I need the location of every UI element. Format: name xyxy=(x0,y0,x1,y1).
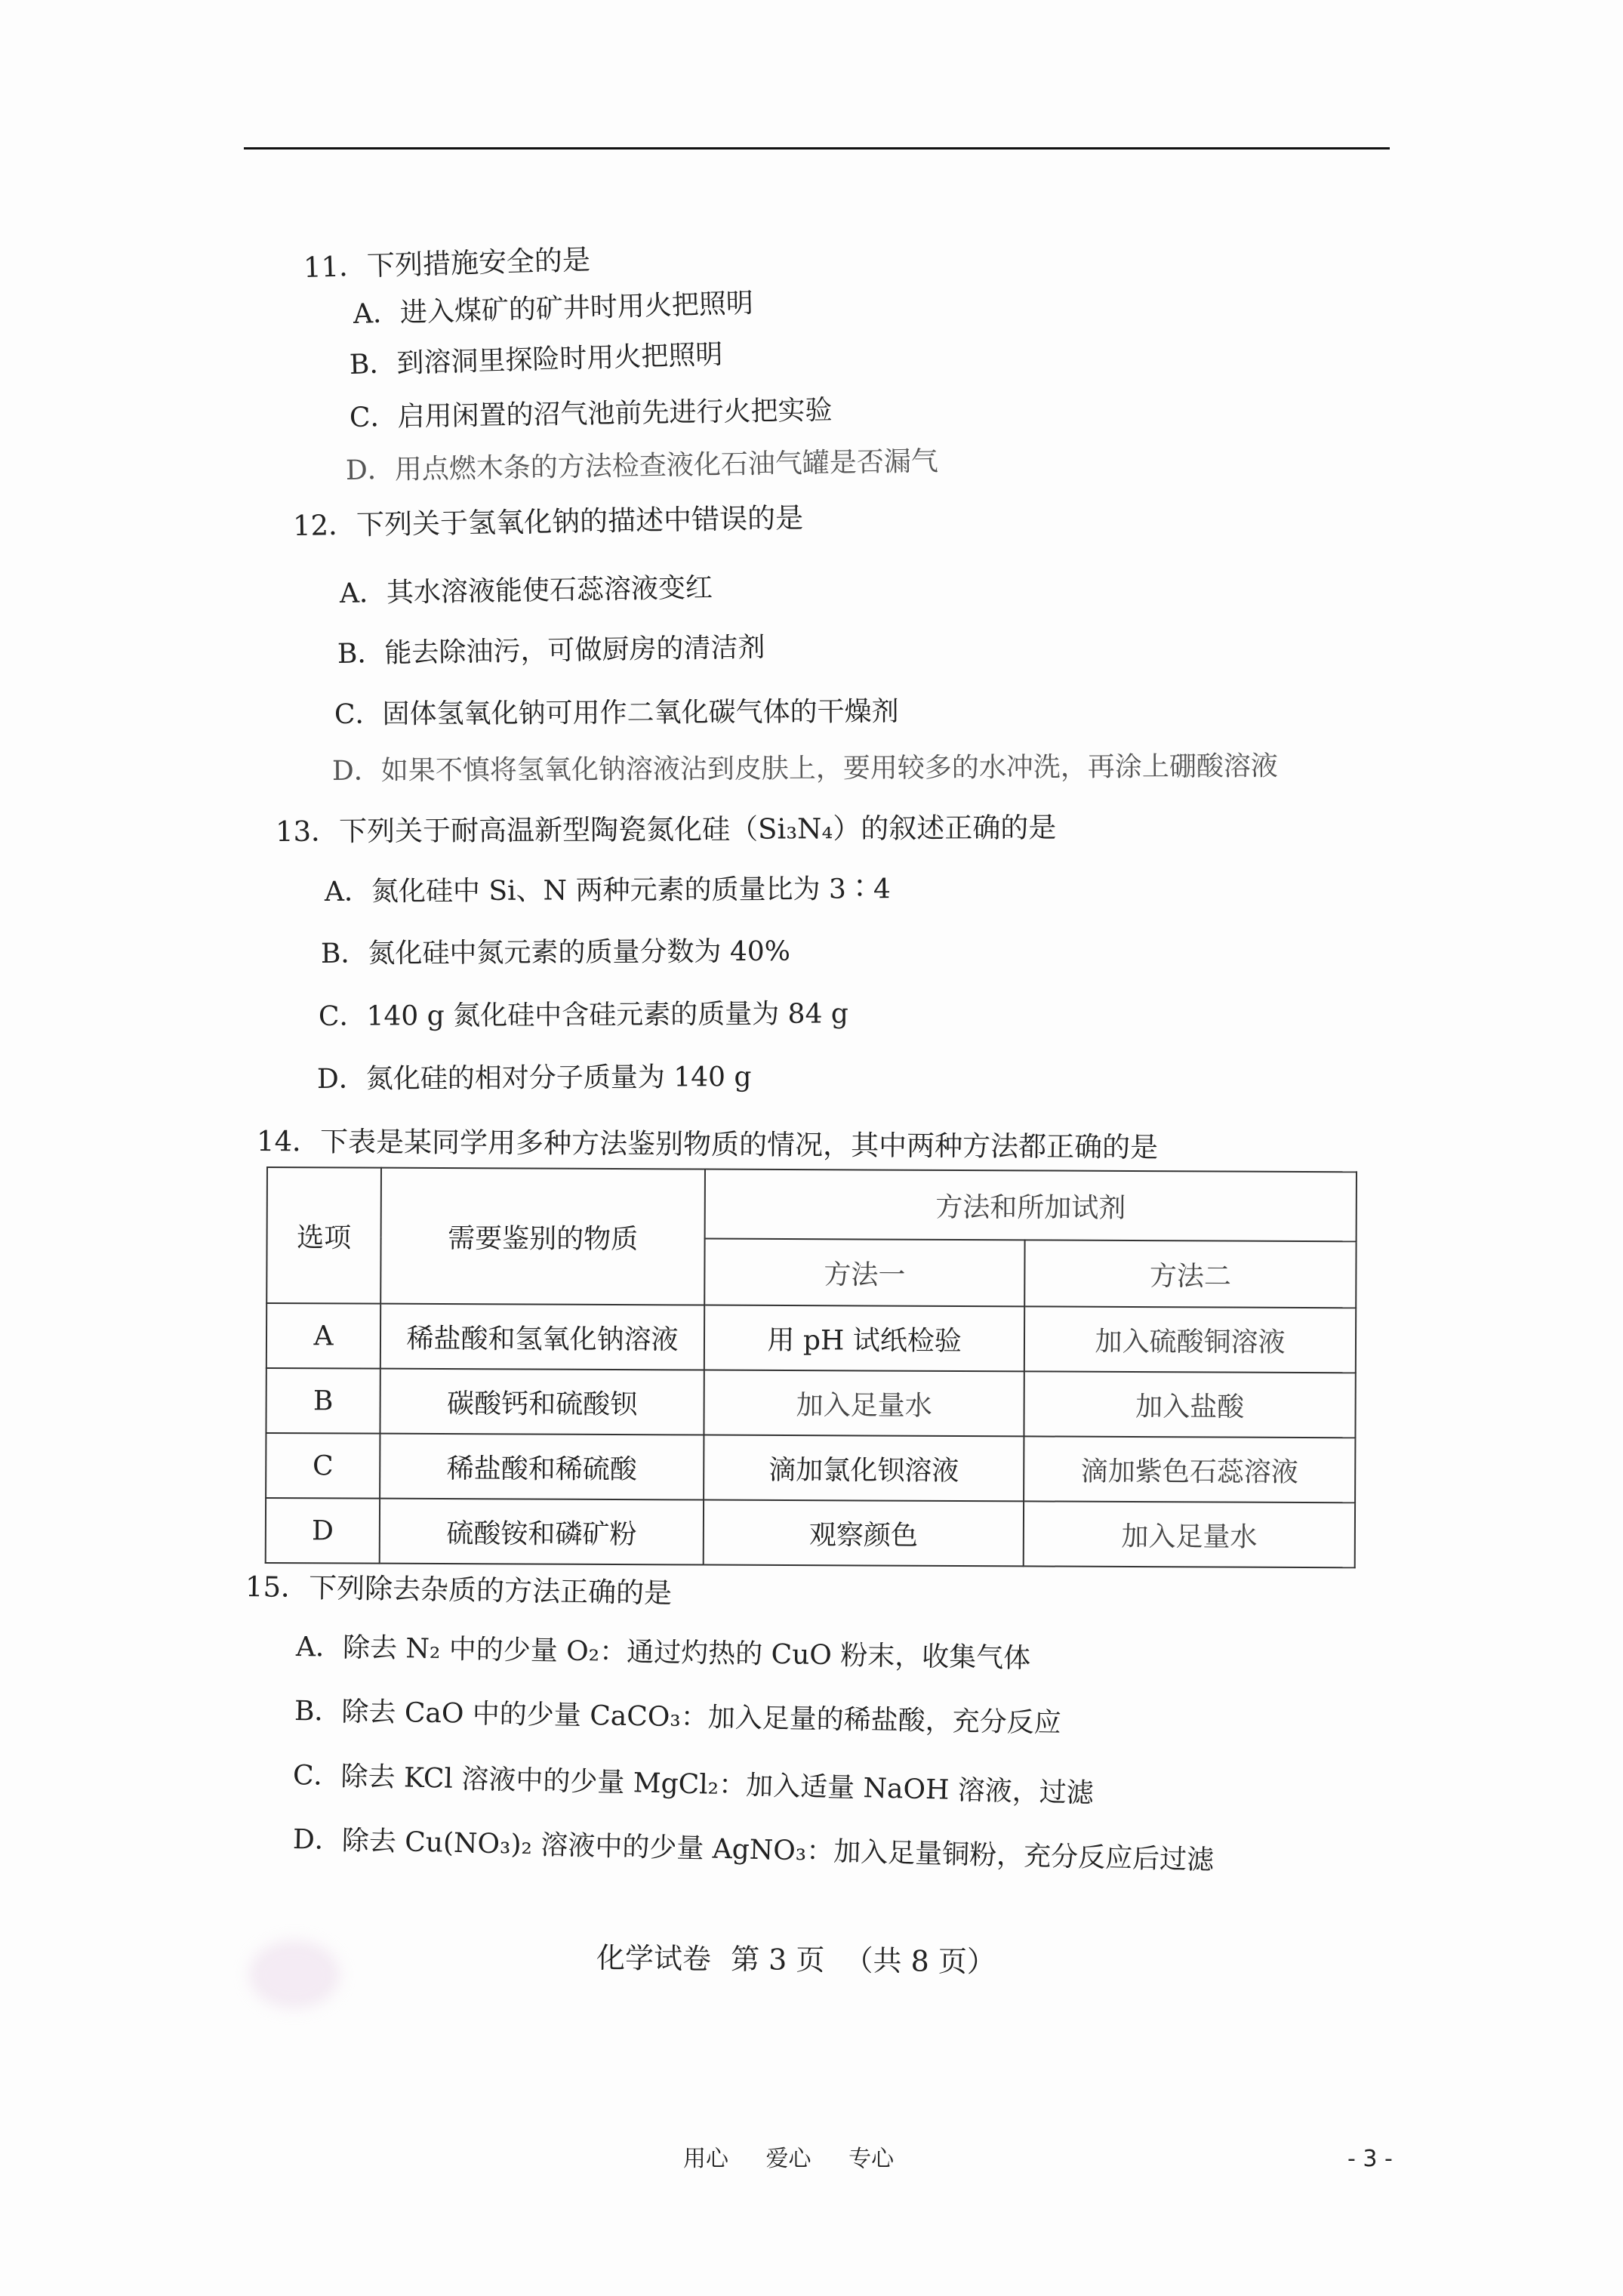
header-rule xyxy=(244,147,1390,149)
row-option: C xyxy=(266,1433,380,1499)
header-option: 选项 xyxy=(266,1167,381,1304)
header-method-1: 方法一 xyxy=(704,1239,1024,1307)
header-methods: 方法和所加试剂 xyxy=(705,1170,1357,1242)
header-substance: 需要鉴别的物质 xyxy=(380,1168,705,1305)
question-13-option-b: B．氮化硅中氮元素的质量分数为 40% xyxy=(320,935,791,969)
table-row xyxy=(266,1303,1356,1373)
row-method-1: 用 pH 试纸检验 xyxy=(704,1305,1024,1372)
footer-subject: 化学试卷 xyxy=(596,1941,712,1976)
table-row xyxy=(266,1498,1355,1567)
question-11-option-b: B．到溶洞里探险时用火把照明 xyxy=(349,339,723,381)
scan-stain xyxy=(249,1940,340,2008)
row-method-2: 滴加紫色石蕊溶液 xyxy=(1024,1436,1355,1502)
row-option: B xyxy=(266,1368,380,1434)
table-row xyxy=(266,1433,1355,1502)
question-13-option-d: D．氮化硅的相对分子质量为 140 g xyxy=(316,1061,752,1095)
question-15-stem: 15．下列除去杂质的方法正确的是 xyxy=(245,1570,673,1610)
row-substance: 稀盐酸和氢氧化钠溶液 xyxy=(380,1304,704,1370)
question-15-option-a: A．除去 N₂ 中的少量 O₂：通过灼热的 CuO 粉末，收集气体 xyxy=(295,1632,1031,1675)
header-method-2: 方法二 xyxy=(1024,1240,1356,1308)
footer-page: 第 3 页 xyxy=(730,1942,825,1977)
question-13-option-c: C．140 g 氮化硅中含硅元素的质量为 84 g xyxy=(318,998,849,1032)
row-option: A xyxy=(266,1303,380,1369)
row-method-2: 加入盐酸 xyxy=(1024,1371,1356,1438)
question-12-option-c: C．固体氢氧化钠可用作二氧化碳气体的干燥剂 xyxy=(334,696,899,730)
row-substance: 稀盐酸和稀硫酸 xyxy=(380,1434,704,1500)
question-11-option-c: C．启用闲置的沼气池前先进行火把实验 xyxy=(349,394,833,433)
table-row xyxy=(266,1368,1355,1438)
motto-2: 爱心 xyxy=(765,2146,812,2172)
page-number: - 3 - xyxy=(1347,2146,1393,2172)
row-method-2: 加入硫酸铜溶液 xyxy=(1024,1306,1356,1373)
question-12-stem: 12．下列关于氢氧化钠的描述中错误的是 xyxy=(292,501,804,542)
question-12-option-a: A．其水溶液能使石蕊溶液变红 xyxy=(339,572,713,609)
question-13-stem: 13．下列关于耐高温新型陶瓷氮化硅（Si₃N₄）的叙述正确的是 xyxy=(275,811,1057,848)
document-motto xyxy=(683,2144,924,2174)
table xyxy=(265,1166,1357,1568)
row-method-2: 加入足量水 xyxy=(1024,1501,1355,1567)
motto-3: 专心 xyxy=(848,2146,895,2172)
question-11-stem: 11．下列措施安全的是 xyxy=(303,243,591,284)
question-15-option-c: C．除去 KCl 溶液中的少量 MgCl₂：加入适量 NaOH 溶液，过滤 xyxy=(292,1760,1095,1810)
motto-1: 用心 xyxy=(683,2146,728,2172)
question-12-option-b: B．能去除油污，可做厨房的清洁剂 xyxy=(337,632,765,670)
exam-page-footer xyxy=(596,1940,1006,1980)
row-method-1: 加入足量水 xyxy=(704,1370,1024,1437)
row-method-1: 滴加氯化钡溶液 xyxy=(704,1435,1024,1502)
question-15-option-d: D．除去 Cu(NO₃)₂ 溶液中的少量 AgNO₃：加入足量铜粉，充分反应后过滤 xyxy=(292,1824,1215,1876)
question-12-option-d: D．如果不慎将氢氧化钠溶液沾到皮肤上，要用较多的水冲洗，再涂上硼酸溶液 xyxy=(331,750,1278,787)
question-14-stem: 14．下表是某同学用多种方法鉴别物质的情况，其中两种方法都正确的是 xyxy=(256,1125,1159,1164)
row-substance: 碳酸钙和硫酸钡 xyxy=(380,1369,704,1435)
row-substance: 硫酸铵和磷矿粉 xyxy=(380,1499,704,1565)
footer-total: （共 8 页） xyxy=(844,1943,996,1979)
question-13-option-a: A．氮化硅中 Si、N 两种元素的质量比为 3∶4 xyxy=(324,874,891,908)
row-option: D xyxy=(266,1498,380,1564)
question-15-option-b: B．除去 CaO 中的少量 CaCO₃：加入足量的稀盐酸，充分反应 xyxy=(294,1696,1062,1739)
identification-table xyxy=(265,1166,1357,1568)
row-method-1: 观察颜色 xyxy=(704,1500,1024,1567)
question-11-option-d: D．用点燃木条的方法检查液化石油气罐是否漏气 xyxy=(345,445,939,486)
question-11-option-a: A．进入煤矿的矿井时用火把照明 xyxy=(353,288,754,330)
